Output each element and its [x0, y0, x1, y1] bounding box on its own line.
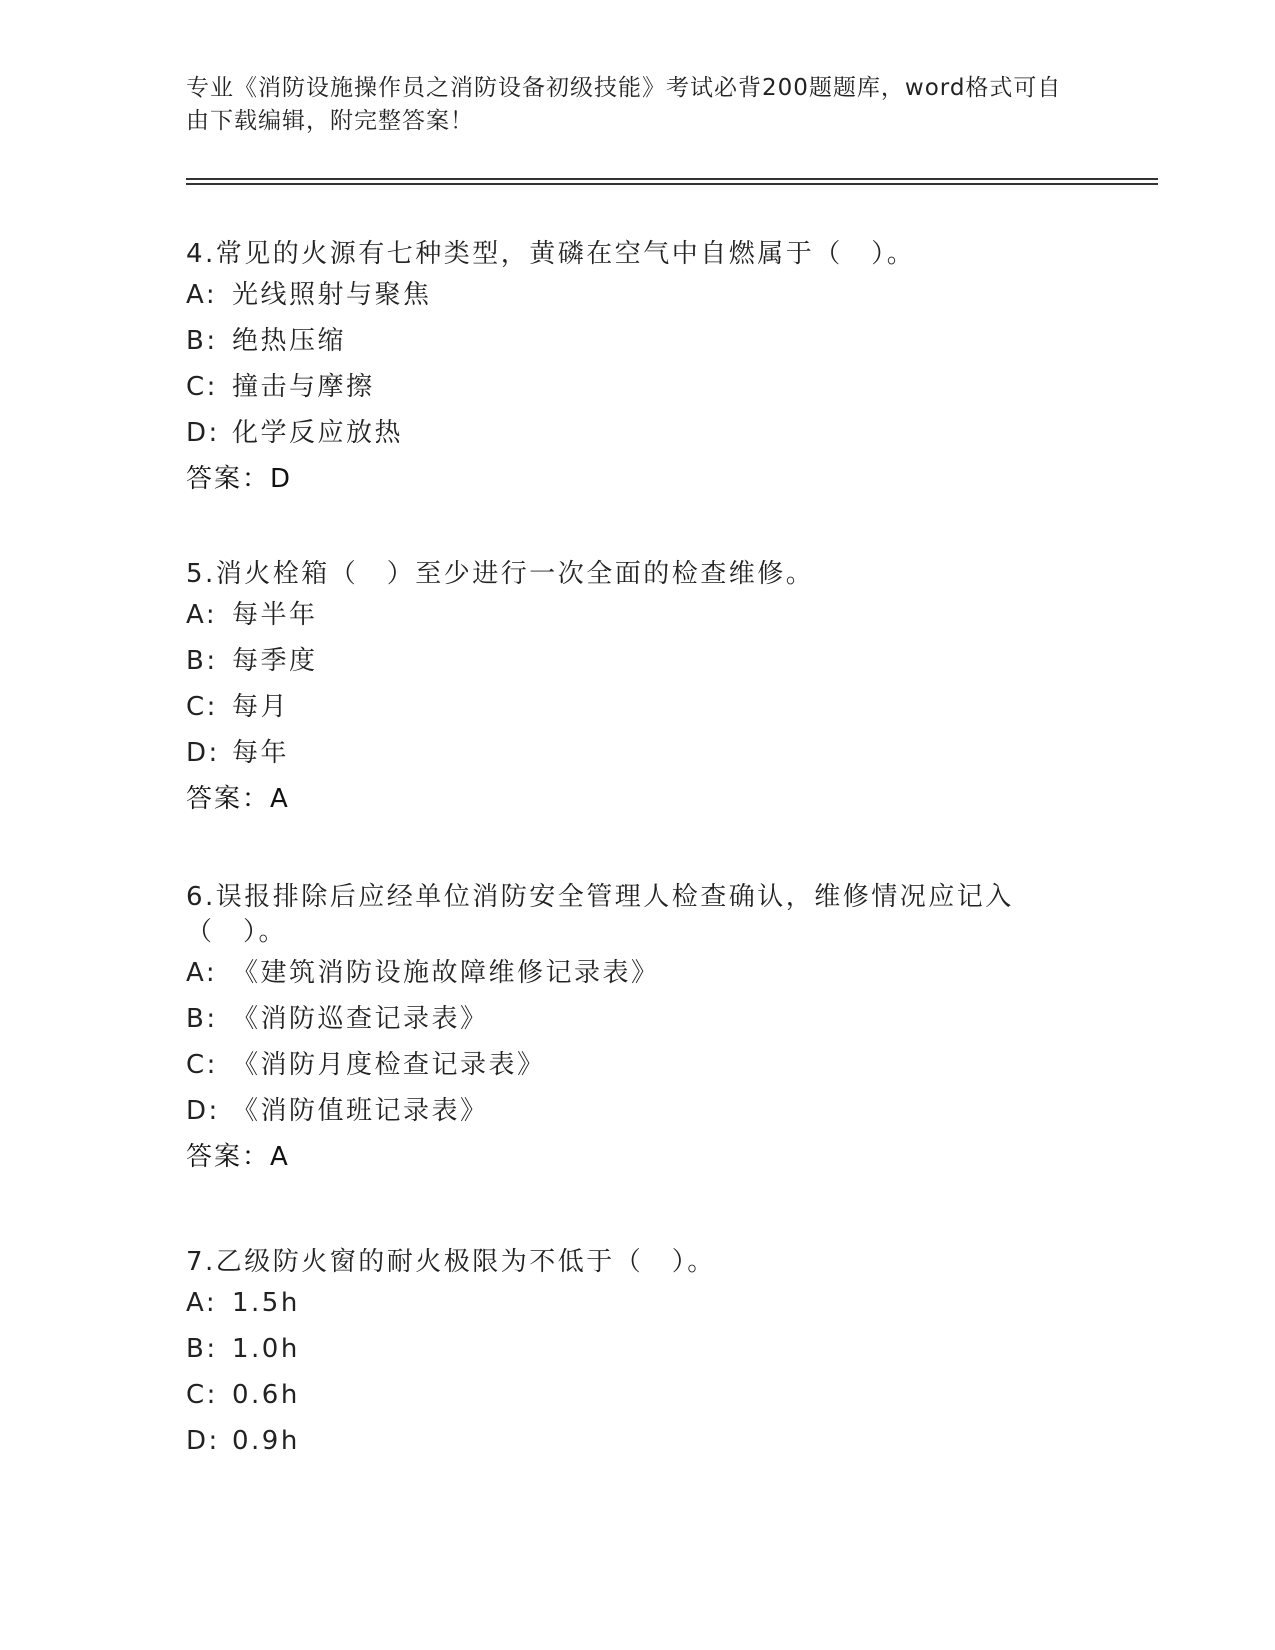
option-label: C: [186, 372, 218, 402]
option-text: 0.9h [232, 1426, 300, 1456]
option-label: A: [186, 958, 218, 988]
option-label: D: [186, 418, 220, 448]
option-text: 《建筑消防设施故障维修记录表》 [232, 958, 660, 988]
option-text: 0.6h [232, 1380, 300, 1410]
option-label: B: [186, 1334, 218, 1364]
option-c [186, 1042, 1086, 1088]
question-stem: 4.常见的火源有七种类型，黄磷在空气中自燃属于（ ）。 [186, 239, 916, 269]
option-c [186, 684, 1086, 730]
option-a [186, 592, 1086, 638]
option-label: A: [186, 1288, 218, 1318]
question-stem: 6.误报排除后应经单位消防安全管理人检查确认，维修情况应记入（ ）。 [186, 882, 1014, 947]
option-label: B: [186, 1004, 218, 1034]
question-stem: 5.消火栓箱（ ）至少进行一次全面的检查维修。 [186, 559, 815, 589]
answer: 答案：A [186, 1142, 290, 1172]
answer: 答案：D [186, 464, 293, 494]
option-a [186, 950, 1086, 996]
question-5 [186, 557, 1086, 822]
header-divider-bottom [186, 183, 1158, 185]
option-label: D: [186, 1426, 220, 1456]
option-b [186, 1326, 1086, 1372]
option-text: 每年 [232, 738, 290, 768]
question-6 [186, 880, 1086, 1180]
option-label: B: [186, 646, 218, 676]
option-b [186, 996, 1086, 1042]
option-a [186, 272, 1086, 318]
option-c [186, 364, 1086, 410]
option-label: B: [186, 326, 218, 356]
option-text: 每月 [232, 692, 290, 722]
option-d [186, 1088, 1086, 1134]
option-d [186, 730, 1086, 776]
question-4 [186, 237, 1086, 502]
option-label: C: [186, 1380, 218, 1410]
option-c [186, 1372, 1086, 1418]
option-label: A: [186, 280, 218, 310]
document-header: 专业《消防设施操作员之消防设备初级技能》考试必背200题题库，word格式可自由下载编辑，附完整答案！ [186, 75, 1062, 134]
option-text: 光线照射与聚焦 [232, 280, 432, 310]
header-divider-top [186, 178, 1158, 180]
option-b [186, 638, 1086, 684]
option-text: 《消防巡查记录表》 [232, 1004, 489, 1034]
option-text: 《消防值班记录表》 [232, 1096, 489, 1126]
option-label: A: [186, 600, 218, 630]
option-text: 化学反应放热 [232, 418, 404, 448]
option-d [186, 410, 1086, 456]
option-text: 绝热压缩 [232, 326, 347, 356]
option-d [186, 1418, 1086, 1464]
option-b [186, 318, 1086, 364]
option-label: C: [186, 692, 218, 722]
option-a [186, 1280, 1086, 1326]
question-7 [186, 1245, 1086, 1464]
question-stem: 7.乙级防火窗的耐火极限为不低于（ ）。 [186, 1247, 716, 1277]
option-label: D: [186, 738, 220, 768]
option-text: 《消防月度检查记录表》 [232, 1050, 546, 1080]
answer: 答案：A [186, 784, 290, 814]
option-text: 1.5h [232, 1288, 300, 1318]
option-text: 每半年 [232, 600, 318, 630]
option-text: 撞击与摩擦 [232, 372, 375, 402]
option-text: 1.0h [232, 1334, 300, 1364]
option-text: 每季度 [232, 646, 318, 676]
option-label: C: [186, 1050, 218, 1080]
option-label: D: [186, 1096, 220, 1126]
